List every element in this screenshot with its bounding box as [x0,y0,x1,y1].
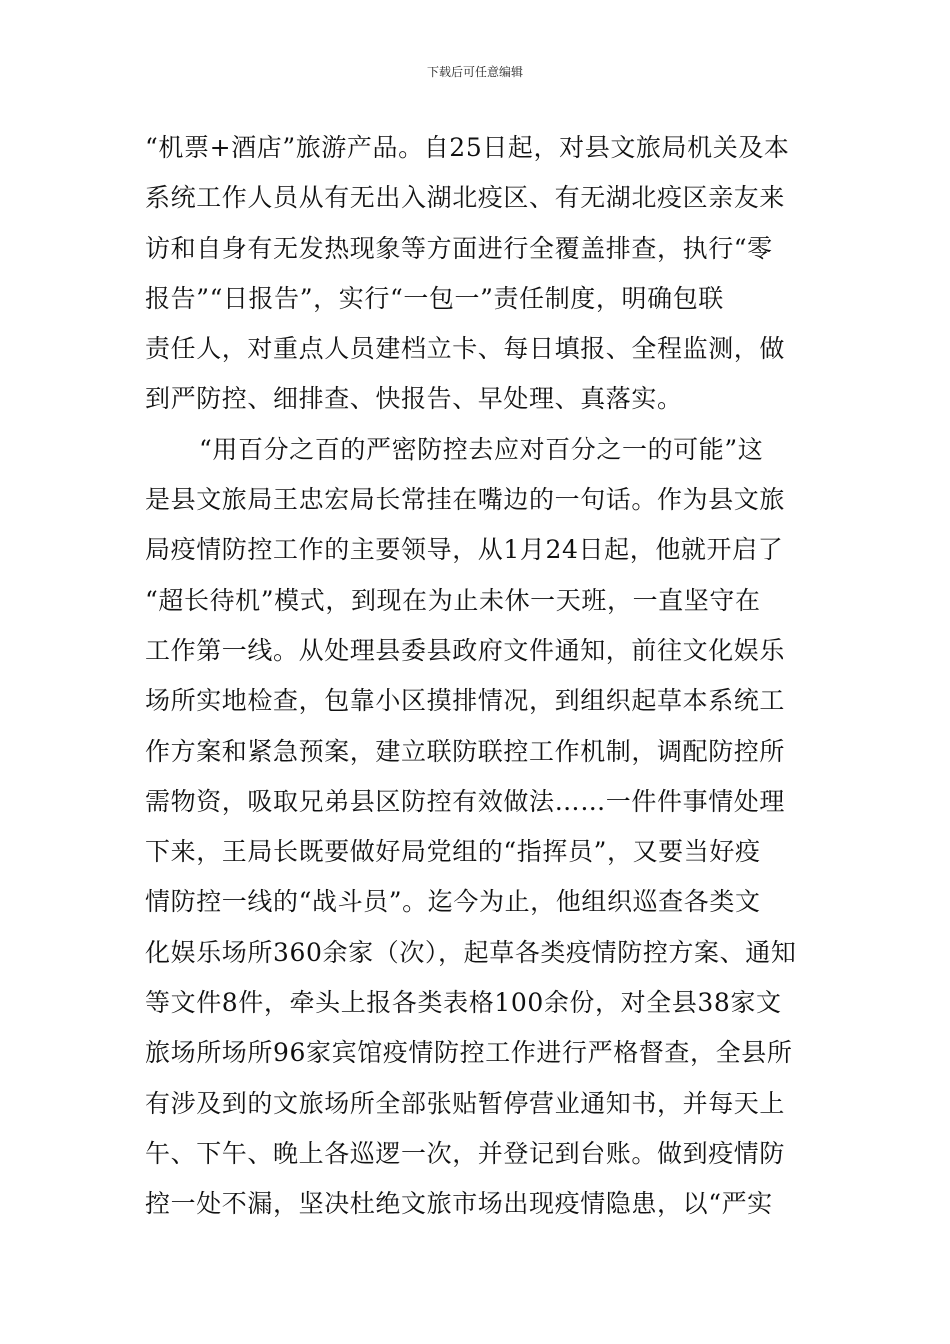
text-line: 是县文旅局王忠宏局长常挂在嘴边的一句话。作为县文旅 [145,485,786,515]
document-body [145,123,810,1230]
text-line: 有涉及到的文旅场所全部张贴暂停营业通知书，并每天上 [145,1088,786,1118]
text-line: 控一处不漏，坚决杜绝文旅市场出现疫情隐患，以“严实 [145,1189,773,1219]
paragraph-first-line: “用百分之百的严密防控去应对百分之一的可能”这 [199,434,764,464]
text-line: 作方案和紧急预案，建立联防联控工作机制，调配防控所 [145,736,786,766]
text-line: 情防控一线的“战斗员”。迄今为止，他组织巡查各类文 [145,887,761,917]
text-line: 旅场所场所96家宾馆疫情防控工作进行严格督查，全县所 [145,1038,793,1068]
text-line: “超长待机”模式，到现在为止未休一天班，一直坚守在 [145,585,761,615]
text-line: 化娱乐场所360余家（次），起草各类疫情防控方案、通知 [145,937,797,967]
text-line: 需物资，吸取兄弟县区防控有效做法……一件件事情处理 [145,786,786,816]
text-line: 到严防控、细排查、快报告、早处理、真落实。 [145,384,683,414]
text-line: 系统工作人员从有无出入湖北疫区、有无湖北疫区亲友来 [145,183,786,213]
text-line: 下来，王局长既要做好局党组的“指挥员”，又要当好疫 [145,837,761,867]
text-line: “机票+酒店”旅游产品。自25日起，对县文旅局机关及本 [145,133,790,162]
text-line: 等文件8件，牵头上报各类表格100余份，对全县38家文 [145,988,782,1018]
text-line: 责任人，对重点人员建档立卡、每日填报、全程监测，做 [145,334,786,364]
text-line: 报告”“日报告”，实行“一包一”责任制度，明确包联 [145,283,724,313]
text-line: 午、下午、晚上各巡逻一次，并登记到台账。做到疫情防 [145,1138,786,1168]
text-line: 场所实地检查，包靠小区摸排情况，到组织起草本系统工 [145,686,786,716]
page-header: 下载后可任意编辑 [426,65,523,79]
text-line: 局疫情防控工作的主要领导，从1月24日起，他就开启了 [145,535,784,565]
text-line: 工作第一线。从处理县委县政府文件通知，前往文化娱乐 [145,635,786,665]
text-line: 访和自身有无发热现象等方面进行全覆盖排查，执行“零 [145,233,773,263]
